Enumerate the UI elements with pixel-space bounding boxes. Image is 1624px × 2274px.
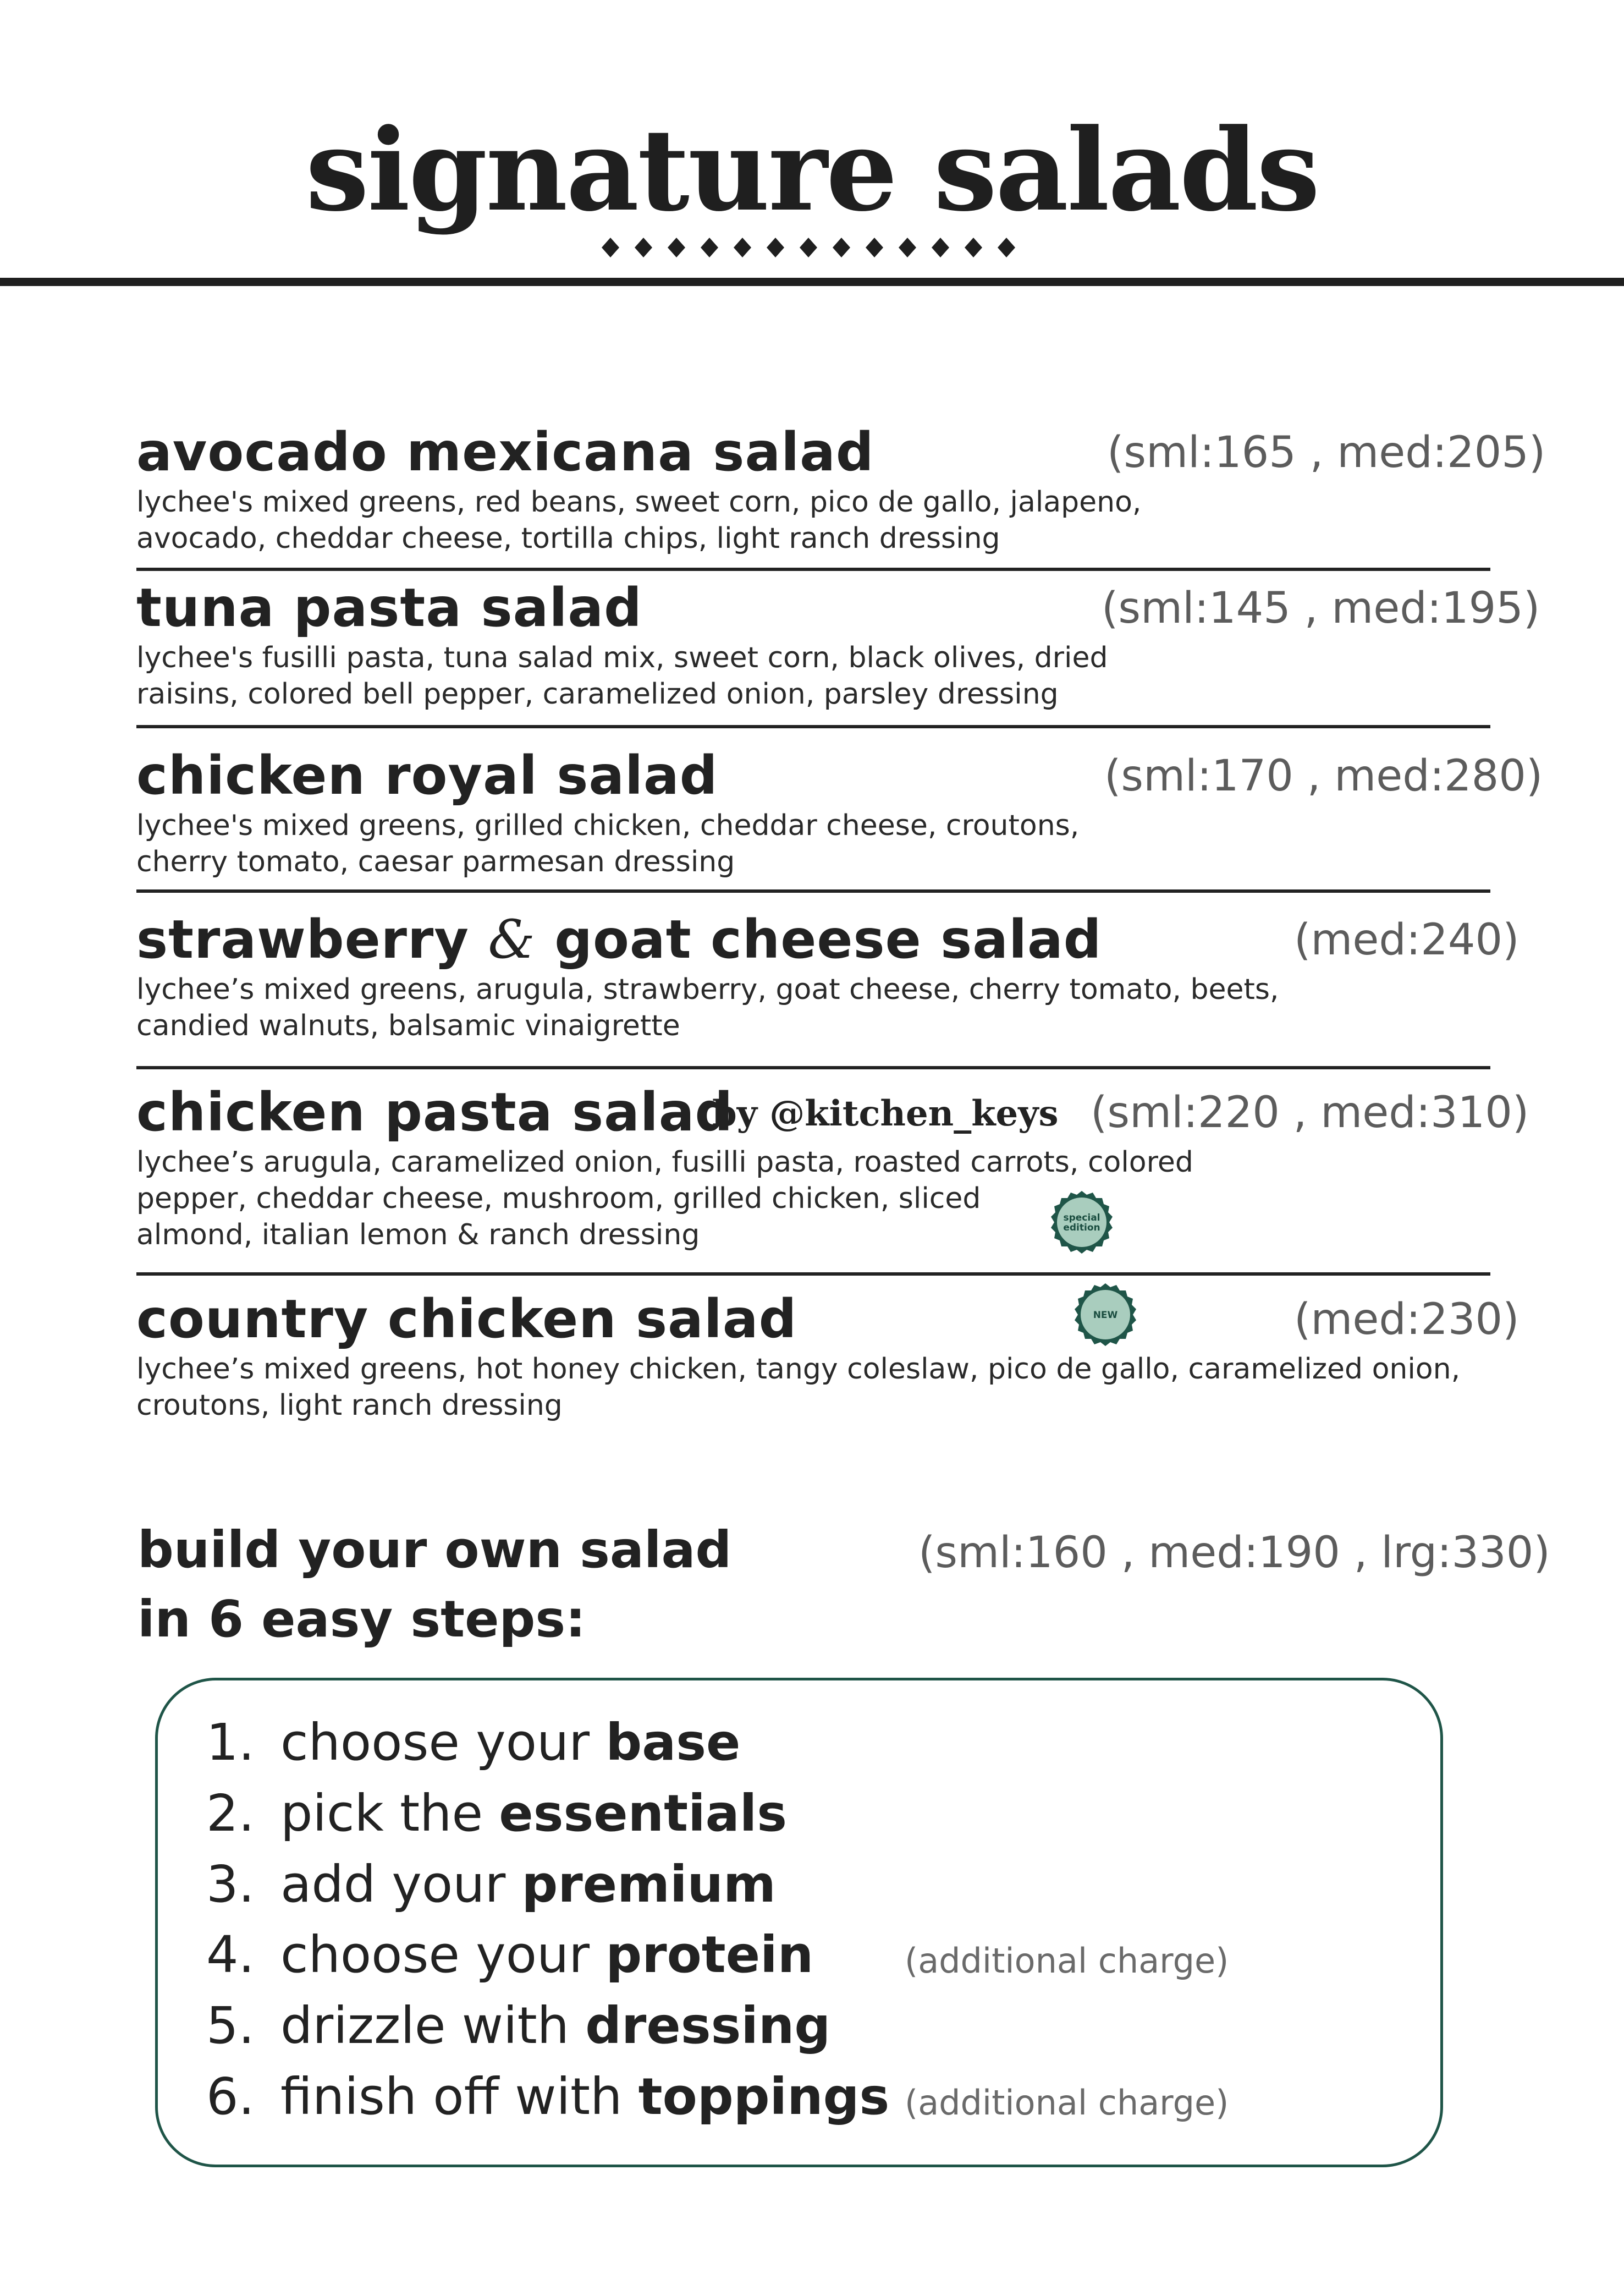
item-price: (sml:145 , med:195)	[1102, 584, 1540, 633]
step-keyword: essentials	[499, 1784, 787, 1843]
item-divider	[136, 568, 1490, 571]
step-number: 1.	[206, 1713, 255, 1772]
item-description	[136, 971, 1279, 1044]
diamond-icon	[701, 238, 718, 257]
badge-label: special edition	[1063, 1212, 1100, 1233]
description-line: lychee's fusilli pasta, tuna salad mix, sweet corn, black olives, dried	[136, 641, 1108, 674]
item-description	[136, 640, 1264, 712]
item-price: (sml:165 , med:205)	[1107, 428, 1546, 477]
item-divider	[136, 1066, 1490, 1069]
diamond-icon	[998, 238, 1015, 257]
step-text: choose your	[280, 1713, 606, 1772]
step-number: 3.	[206, 1855, 255, 1914]
item-name: tuna pasta salad	[136, 577, 642, 639]
item-description	[136, 808, 1264, 880]
diamond-icon	[932, 238, 949, 257]
step-note: (additional charge)	[905, 2083, 1229, 2123]
special-edition-badge	[1049, 1190, 1115, 1256]
description-line: raisins, colored bell pepper, caramelized onion, parsley dressing	[136, 678, 1059, 711]
item-name: chicken pasta salad	[136, 1081, 734, 1143]
header-divider	[0, 278, 1624, 286]
step-keyword: base	[605, 1713, 741, 1772]
item-name: avocado mexicana salad	[136, 421, 874, 483]
step-item	[206, 1993, 830, 2059]
item-divider	[136, 889, 1490, 893]
item-divider	[136, 725, 1490, 728]
diamond-icon	[899, 238, 916, 257]
step-item	[206, 1710, 740, 1776]
diamond-icon	[965, 238, 982, 257]
item-price: (med:230)	[1294, 1295, 1520, 1344]
diamond-icon	[635, 238, 652, 257]
diamond-icon	[833, 238, 850, 257]
step-keyword: toppings	[638, 2067, 890, 2126]
description-line: candied walnuts, balsamic vinaigrette	[136, 1009, 680, 1042]
build-your-own-price: (sml:160 , med:190 , lrg:330)	[918, 1528, 1550, 1578]
item-price: (sml:170 , med:280)	[1104, 751, 1543, 801]
description-line: lychee's mixed greens, red beans, sweet corn, pico de gallo, jalapeno,	[136, 486, 1142, 519]
description-line: lychee’s arugula, caramelized onion, fusilli pasta, roasted carrots, colored	[136, 1146, 1193, 1179]
description-line: croutons, light ranch dressing	[136, 1389, 563, 1422]
step-number: 4.	[206, 1925, 255, 1984]
step-item	[206, 2064, 889, 2130]
description-line: lychee's mixed greens, grilled chicken, cheddar cheese, croutons,	[136, 809, 1080, 842]
description-line: pepper, cheddar cheese, mushroom, grilled chicken, sliced	[136, 1182, 981, 1215]
description-line: avocado, cheddar cheese, tortilla chips, light ranch dressing	[136, 522, 1000, 555]
step-number: 6.	[206, 2067, 255, 2126]
item-name: chicken royal salad	[136, 745, 718, 806]
ampersand: &	[488, 909, 536, 970]
author-byline: by @kitchen_keys	[712, 1093, 1059, 1134]
heading-line: build your own salad	[137, 1520, 732, 1579]
step-item	[206, 1781, 787, 1847]
item-name: country chicken salad	[136, 1288, 797, 1350]
step-text: pick the	[280, 1784, 499, 1843]
step-text: choose your	[280, 1925, 606, 1984]
step-item	[206, 1852, 776, 1918]
build-your-own-heading	[137, 1515, 731, 1654]
step-text: add your	[280, 1855, 522, 1914]
step-keyword: protein	[605, 1925, 814, 1984]
diamond-icon	[767, 238, 784, 257]
diamond-icon	[866, 238, 883, 257]
diamond-icon	[734, 238, 751, 257]
step-text: finish off with	[280, 2067, 638, 2126]
step-item	[206, 1922, 813, 1988]
description-line: almond, italian lemon & ranch dressing	[136, 1218, 700, 1251]
diamond-icon	[668, 238, 685, 257]
item-name-part: goat cheese salad	[535, 909, 1102, 970]
badge-label: NEW	[1093, 1310, 1118, 1321]
description-line: lychee’s mixed greens, arugula, strawberry, goat cheese, cherry tomato, beets,	[136, 973, 1279, 1006]
decorative-diamond-row	[599, 235, 1028, 260]
step-keyword: dressing	[585, 1996, 831, 2055]
diamond-icon	[800, 238, 817, 257]
item-name	[136, 907, 1102, 973]
item-divider	[136, 1272, 1490, 1276]
item-name-part: strawberry	[136, 909, 488, 970]
step-number: 2.	[206, 1784, 255, 1843]
item-price: (sml:220 , med:310)	[1091, 1088, 1529, 1138]
item-description	[136, 1351, 1461, 1424]
step-note: (additional charge)	[905, 1941, 1229, 1981]
item-price: (med:240)	[1294, 915, 1520, 965]
diamond-icon	[602, 238, 619, 257]
step-keyword: premium	[521, 1855, 776, 1914]
new-badge	[1072, 1282, 1138, 1348]
description-line: cherry tomato, caesar parmesan dressing	[136, 845, 735, 878]
step-text: drizzle with	[280, 1996, 586, 2055]
heading-line: in 6 easy steps:	[137, 1590, 586, 1649]
page-title: signature salads	[305, 105, 1319, 237]
description-line: lychee’s mixed greens, hot honey chicken, tangy coleslaw, pico de gallo, caramelized onion,	[136, 1353, 1461, 1386]
step-number: 5.	[206, 1996, 255, 2055]
item-description	[136, 484, 1264, 557]
